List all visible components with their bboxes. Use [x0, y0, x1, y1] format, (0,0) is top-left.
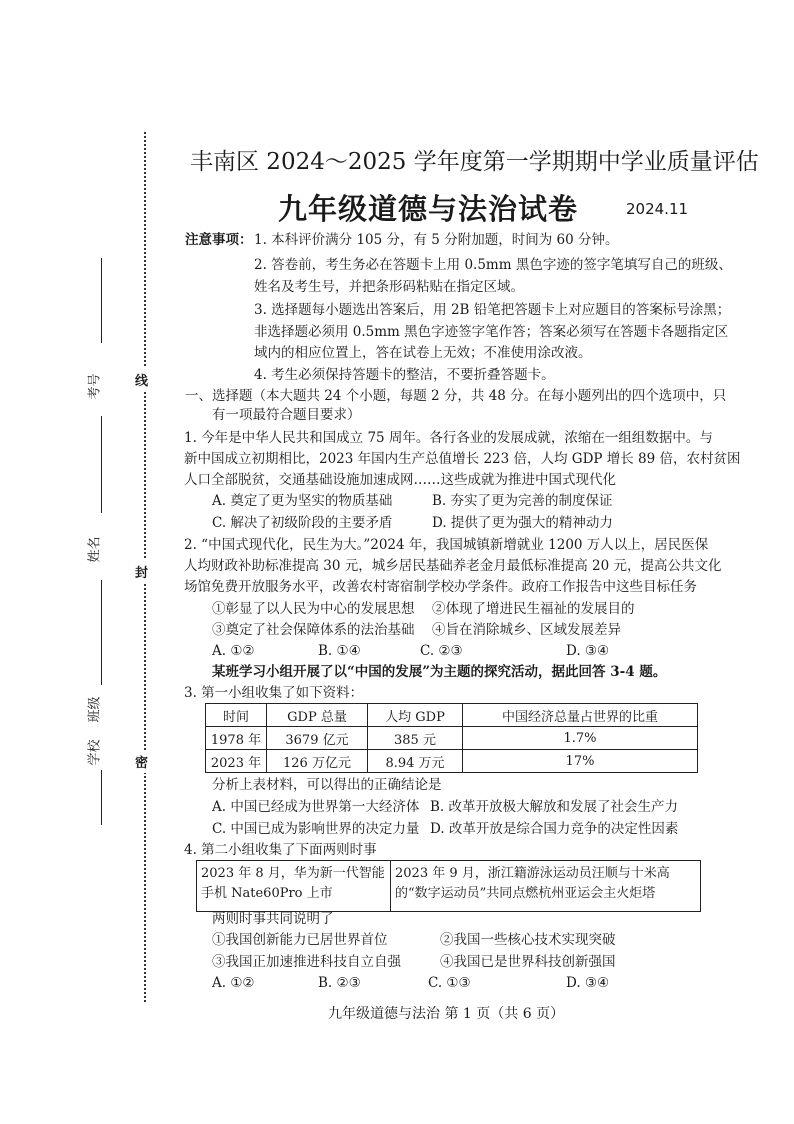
notice-line-7: 4. 考生必须保持答题卡的整洁，不要折叠答题卡。 — [254, 367, 555, 383]
table-cell: 17% — [463, 750, 698, 773]
q2-item-3: ③奠定了社会保障体系的法治基础 — [212, 622, 415, 638]
notice-line-1: 1. 本科评价满分 105 分，有 5 分附加题，时间为 60 分钟。 — [254, 232, 619, 248]
table-cell: 8.94 万元 — [368, 750, 463, 773]
news-left: 2023 年 8 月，华为新一代智能手机 Nate60Pro 上市 — [201, 866, 385, 901]
q4-stem: 4. 第二小组收集了下面两则时事 — [184, 842, 377, 858]
q2-option-c: C. ②③ — [420, 643, 463, 659]
table-header: 中国经济总量占世界的比重 — [463, 704, 698, 727]
exam-date: 2024.11 — [626, 200, 689, 218]
q1-stem-2: 新中国成立初期相比，2023 年国内生产总值增长 223 倍，人均 GDP 增长 89 倍，农村贫困 — [184, 451, 741, 467]
page-footer: 九年级道德与法治 第 1 页（共 6 页） — [328, 1006, 565, 1022]
table-cell: 2023 年 — [206, 750, 267, 773]
notice-line-6: 域内的相应位置上，答在试卷上无效；不准使用涂改液。 — [254, 345, 592, 361]
q3-option-b: B. 改革开放极大解放和发展了社会生产力 — [430, 799, 679, 815]
q2-item-1: ①彰显了以人民为中心的发展思想 — [212, 601, 415, 617]
q4-item-2: ②我国一些核心技术实现突破 — [440, 932, 616, 948]
section1-line1: 一、选择题（本大题共 24 个小题，每题 2 分，共 48 分。在每小题列出的四个选项中，只 — [185, 388, 727, 404]
table-row — [206, 750, 698, 773]
q2-option-a: A. ①② — [212, 643, 255, 659]
exam-no-label: 考号 — [87, 373, 103, 400]
table-cell: 3679 亿元 — [267, 727, 368, 750]
q3-stem: 3. 第一小组收集了如下资料： — [184, 685, 364, 701]
notice-label: 注意事项： — [185, 232, 253, 248]
school-label: 学校 — [87, 739, 103, 766]
table-cell: 1.7% — [463, 727, 698, 750]
q3-prompt: 分析上表材料，可以得出的正确结论是 — [212, 777, 442, 793]
table-header: GDP 总量 — [267, 704, 368, 727]
mark-feng: 封 — [135, 560, 148, 583]
section1-line2: 有一项最符合题目要求） — [212, 407, 361, 423]
mark-mi: 密 — [135, 750, 148, 773]
q4-item-1: ①我国创新能力已居世界首位 — [212, 932, 388, 948]
q4-item-3: ③我国正加速推进科技自立自强 — [212, 954, 401, 970]
table-cell: 126 万亿元 — [267, 750, 368, 773]
notice-line-5: 非选择题必须用 0.5mm 黑色字迹签字笔作答；答案必须写在答题卡各题指定区 — [254, 324, 729, 340]
name-line-2 — [101, 580, 102, 685]
school-line — [101, 770, 102, 825]
q1-stem-3: 人口全部脱贫，交通基础设施加速成网……这些成就为推进中国式现代化 — [184, 472, 616, 488]
q1-option-a: A. 奠定了更为坚实的物质基础 — [212, 493, 393, 509]
q3-option-d: D. 改革开放是综合国力竞争的决定性因素 — [430, 821, 679, 837]
table-row — [206, 727, 698, 750]
name-line — [101, 416, 102, 513]
notice-line-3: 姓名及考生号，并把条形码粘贴在指定区域。 — [254, 279, 524, 295]
q3-option-a: A. 中国已经成为世界第一大经济体 — [212, 799, 420, 815]
table-cell: 385 元 — [368, 727, 463, 750]
q1-option-c: C. 解决了初级阶段的主要矛盾 — [212, 515, 393, 531]
mark-xian: 线 — [135, 368, 148, 391]
q1-stem-1: 1. 今年是中华人民共和国成立 75 周年。各行各业的发展成就，浓缩在一组组数据中。与 — [184, 430, 713, 446]
q4-prompt: 两则时事共同说明了 — [212, 911, 334, 927]
q2-item-4: ④旨在消除城乡、区域发展差异 — [432, 622, 621, 638]
q2-stem-3: 场馆免费开放服务水平，改善农村寄宿制学校办学条件。政府工作报告中这些目标任务 — [184, 579, 697, 595]
q2-option-d: D. ③④ — [566, 643, 610, 659]
exam-no-line — [101, 258, 102, 343]
q2-stem-2: 人均财政补助标准提高 30 元，城乡居民基础养老金月最低标准提高 20 元，提高公共文化 — [184, 558, 722, 574]
q4-option-d: D. ③④ — [566, 975, 610, 991]
q4-item-4: ④我国已是世界科技创新强国 — [440, 954, 616, 970]
q2-option-b: B. ①④ — [318, 643, 361, 659]
notice-line-2: 2. 答卷前，考生务必在答题卡上用 0.5mm 黑色字迹的签字笔填写自己的班级、 — [254, 257, 732, 273]
exam-title-line1: 丰南区 2024～2025 学年度第一学期期中学业质量评估 — [190, 149, 759, 175]
q1-option-d: D. 提供了更为强大的精神动力 — [432, 515, 613, 531]
group-intro: 某班学习小组开展了以“中国的发展”为主题的探究活动，据此回答 3-4 题。 — [212, 664, 667, 680]
table-header: 时间 — [206, 704, 267, 727]
q4-option-c: C. ①③ — [428, 975, 471, 991]
notice-line-4: 3. 选择题每小题选出答案后，用 2B 铅笔把答题卡上对应题目的答案标号涂黑； — [254, 302, 731, 318]
q2-item-2: ②体现了增进民生福祉的发展目的 — [432, 601, 635, 617]
table-header: 人均 GDP — [368, 704, 463, 727]
table-cell: 1978 年 — [206, 727, 267, 750]
exam-title-line2: 九年级道德与法治试卷 — [278, 192, 579, 226]
gdp-table — [205, 703, 698, 773]
q4-option-b: B. ②③ — [318, 975, 361, 991]
q1-option-b: B. 夯实了更为完善的制度保证 — [432, 493, 613, 509]
class-label: 班级 — [87, 696, 103, 723]
name-label: 姓名 — [87, 536, 103, 563]
table-header-row — [206, 704, 698, 727]
news-box — [196, 860, 701, 912]
news-right: 2023 年 9 月，浙江籍游泳运动员汪顺与十米高的“数字运动员”共同点燃杭州亚运会主火炬塔 — [395, 866, 670, 901]
q3-option-c: C. 中国已成为影响世界的决定力量 — [212, 821, 420, 837]
q4-option-a: A. ①② — [212, 975, 255, 991]
q2-stem-1: 2. “中国式现代化，民生为大。”2024 年，我国城镇新增就业 1200 万人以上，居民医保 — [184, 537, 709, 553]
